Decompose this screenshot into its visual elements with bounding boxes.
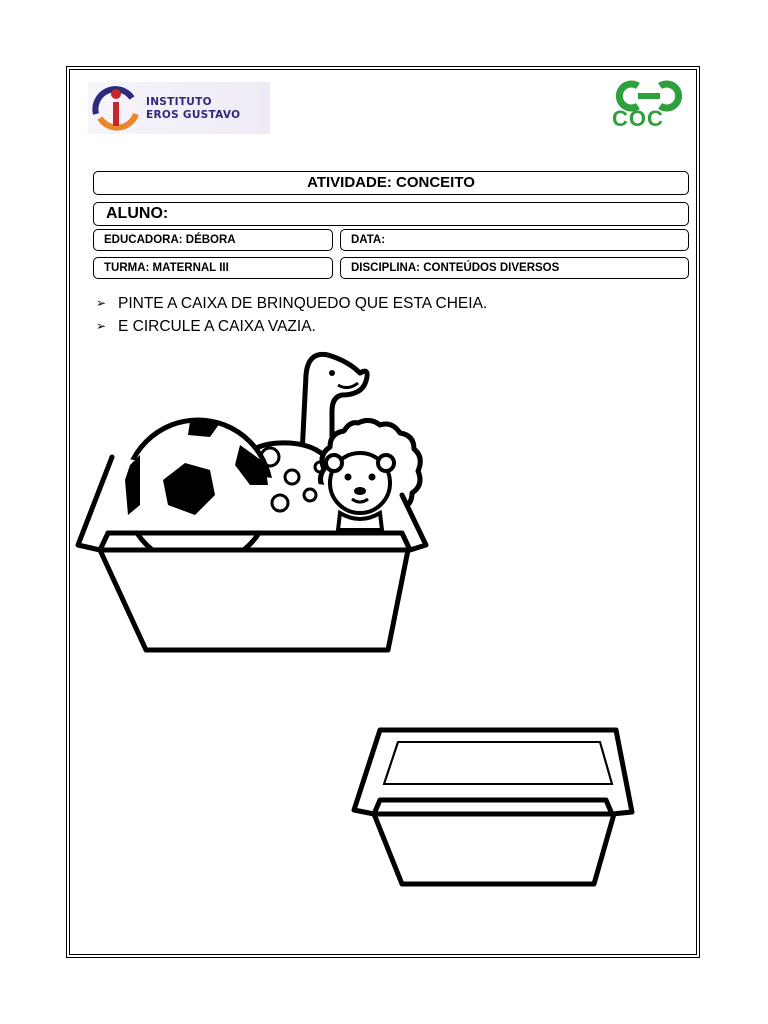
- brand-name: COC: [612, 106, 664, 131]
- activity-title: ATIVIDADE: CONCEITO: [93, 171, 689, 195]
- instruction-item: [96, 292, 487, 315]
- student-field[interactable]: ALUNO:: [93, 202, 689, 226]
- class-field: TURMA: MATERNAL III: [93, 257, 333, 279]
- institution-logo: [88, 82, 270, 134]
- instructions-list: [96, 292, 487, 338]
- institution-name-line2: EROS GUSTAVO: [146, 109, 241, 121]
- institution-emblem-icon: [90, 84, 144, 132]
- date-field[interactable]: DATA:: [340, 229, 689, 251]
- subject-field: DISCIPLINA: CONTEÚDOS DIVERSOS: [340, 257, 689, 279]
- instruction-text: E CIRCULE A CAIXA VAZIA.: [118, 318, 316, 335]
- instruction-text: PINTE A CAIXA DE BRINQUEDO QUE ESTA CHEIA.: [118, 295, 488, 312]
- teacher-field: EDUCADORA: DÉBORA: [93, 229, 333, 251]
- institution-name-line1: INSTITUTO: [146, 96, 212, 108]
- toy-box-empty-icon[interactable]: [350, 722, 640, 892]
- arrow-bullet-icon: ➢: [96, 319, 107, 333]
- toy-box-full-icon[interactable]: [70, 345, 430, 665]
- arrow-bullet-icon: ➢: [96, 296, 107, 310]
- instruction-item: [96, 315, 487, 338]
